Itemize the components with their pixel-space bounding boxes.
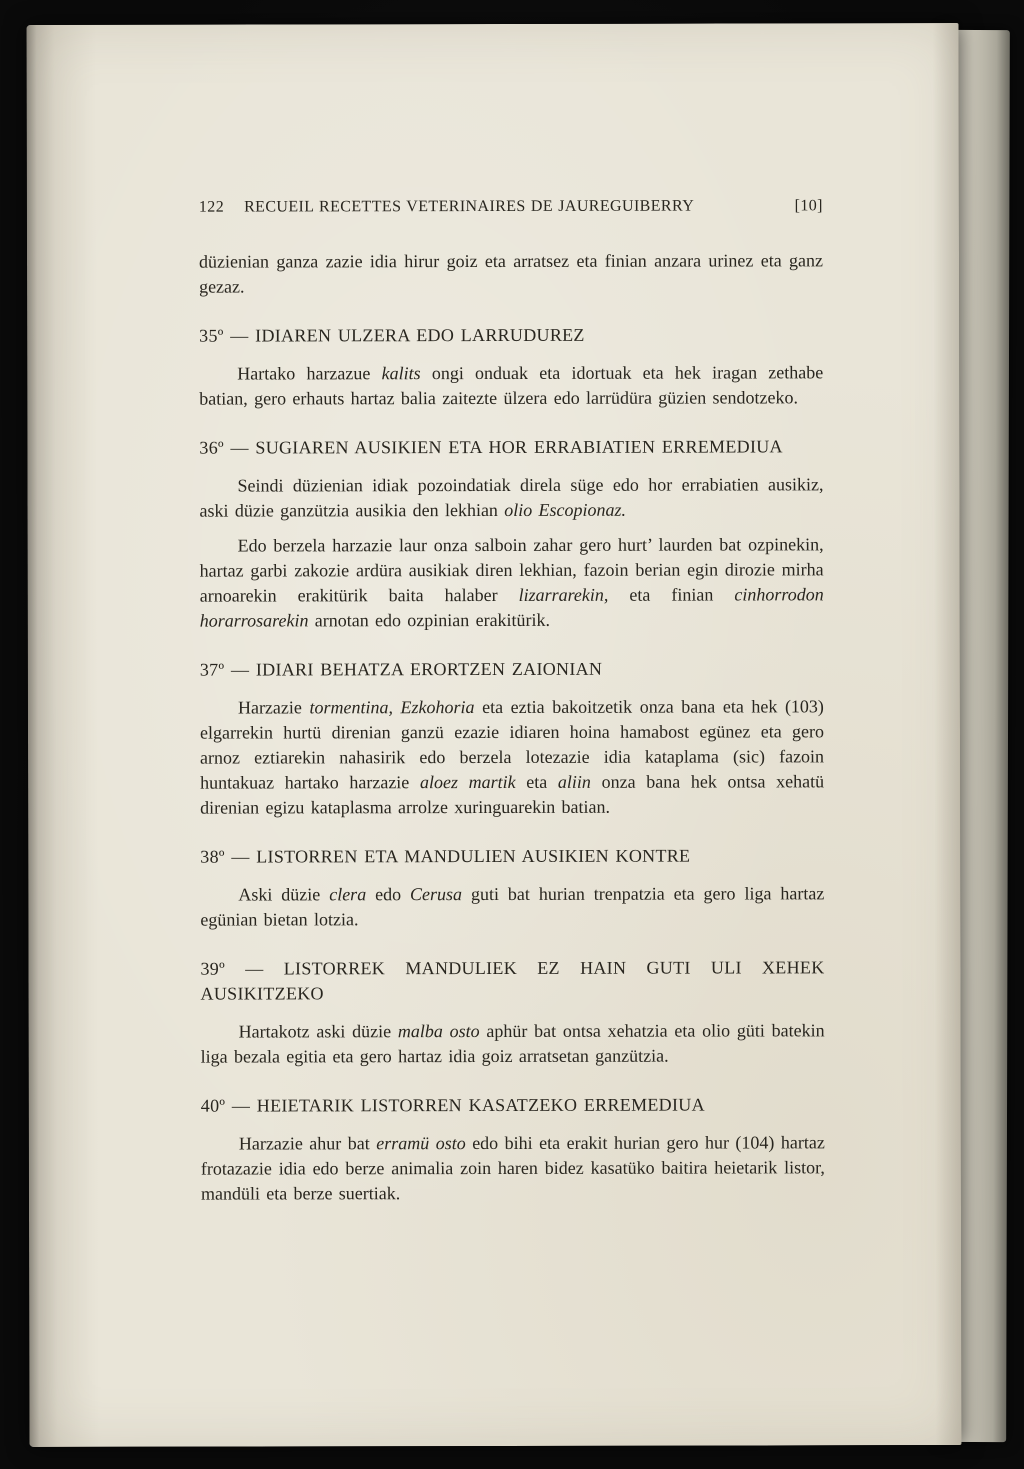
text-run: 35º — IDIAREN ULZERA EDO LARRUDUREZ	[199, 324, 585, 346]
text-run: düzienian ganza zazie idia hirur goiz eta arratsez eta finian anzara urinez eta ganz gezaz.	[198, 250, 824, 297]
section-heading	[199, 322, 823, 348]
italic-term: lizarrarekin,	[518, 584, 609, 605]
page-header	[199, 193, 823, 219]
text-run: Aski düzie	[238, 884, 330, 905]
section-heading	[200, 656, 824, 682]
text-run: 37º — IDIARI BEHATZA ERORTZEN ZAIONIAN	[199, 658, 603, 680]
text-run: eta eztia bakoitzetik onza bana eta hek (103) elgarrekin hurtü direnian ganzü ezazie idiaren hoina hamabost egünez eta gero arnoz eztiarekin nahasirik edo berzela lotezazie idia kataplama (sic) fazoin huntakuaz hartako harzazie	[199, 696, 825, 793]
text-run: aphür bat ontsa xehatzia eta olio güti batekin liga bezala egitia eta gero hartaz idia goiz arratsetan ganzützia.	[200, 1020, 825, 1067]
text-run: edo bihi eta erakit hurian gero hur (104) hartaz frotazazie idia edo berze animalia zoin haren bidez kasatüko baitira heietarik listor, mandüli eta berze suertiak.	[200, 1132, 825, 1204]
text-run: ongi onduak eta idortuak eta hek iragan zethabe batian, gero erhauts hartaz balia zaitezte ülzera edo larrüdüra güzien sendotzeko.	[199, 362, 824, 409]
section-heading	[199, 434, 823, 460]
text-run: 40º — HEIETARIK LISTORREN KASATZEKO ERREMEDIUA	[200, 1094, 705, 1116]
italic-term: clera	[329, 884, 367, 905]
italic-term: tormentina, Ezkohoria	[309, 697, 475, 718]
section-heading	[200, 955, 824, 1006]
text-run: eta finian	[608, 584, 735, 605]
running-title: RECUEIL RECETTES VETERINAIRES DE JAUREGUIBERRY	[244, 197, 695, 216]
paragraph	[201, 1018, 825, 1069]
text-run: edo	[366, 884, 411, 905]
page-number: 122	[198, 198, 225, 216]
page-text-column	[199, 193, 825, 1216]
text-run: Seindi düzienian idiak pozoindatiak direla süge edo hor errabiatien ausikiz, aski düzie ganzützia ausikia den lekhian	[199, 474, 824, 521]
paragraph	[199, 248, 823, 299]
paragraph	[199, 360, 823, 411]
italic-term: kalits	[381, 363, 421, 384]
text-run: arnotan edo ozpinian erakitürik.	[308, 609, 551, 631]
section-heading	[201, 1092, 825, 1118]
text-run: 36º — SUGIAREN AUSIKIEN ETA HOR ERRABIATIEN ERREMEDIUA	[199, 436, 783, 458]
italic-term: aliin	[557, 771, 591, 792]
text-run: Harzazie ahur bat	[238, 1133, 377, 1154]
italic-term: Cerusa	[410, 884, 463, 905]
text-run: Hartako harzazue	[237, 363, 382, 384]
italic-term: malba osto	[397, 1021, 480, 1042]
italic-term: cinhorrodon horarrosarekin	[199, 584, 824, 631]
italic-term: olio Escopionaz.	[504, 499, 627, 520]
paragraph	[200, 532, 824, 633]
text-run: eta	[515, 771, 558, 792]
book-page	[27, 23, 962, 1447]
page-reference: [10]	[794, 197, 823, 215]
italic-term: erramü osto	[376, 1133, 466, 1154]
text-run: onza bana hek ontsa xehatü direnian egizu kataplasma arrolze xuringuarekin batian.	[200, 771, 825, 818]
paragraph	[199, 472, 823, 523]
text-run: 39º — LISTORREK MANDULIEK EZ HAIN GUTI ULI XEHEK AUSIKITZEKO	[200, 957, 825, 1004]
text-run: Hartakotz aski düzie	[238, 1021, 398, 1042]
text-run: Harzazie	[237, 697, 310, 718]
text-run: 38º — LISTORREN ETA MANDULIEN AUSIKIEN KONTRE	[200, 845, 691, 867]
body-text	[199, 248, 825, 1206]
text-run: guti bat hurian trenpatzia eta gero liga hartaz egünian bietan lotzia.	[200, 883, 825, 930]
section-heading	[200, 843, 824, 869]
paragraph	[200, 881, 824, 932]
italic-term: aloez martik	[419, 771, 516, 793]
text-run: Edo berzela harzazie laur onza salboin zahar gero hurt’ laurden bat ozpinekin, hartaz garbi zakozie ardüra ausikiak diren lekhian, fazoin berian egin dirozie mirha arnoarekin erakitürik baita halaber	[199, 534, 824, 606]
paragraph	[200, 694, 824, 820]
paragraph	[201, 1130, 825, 1206]
